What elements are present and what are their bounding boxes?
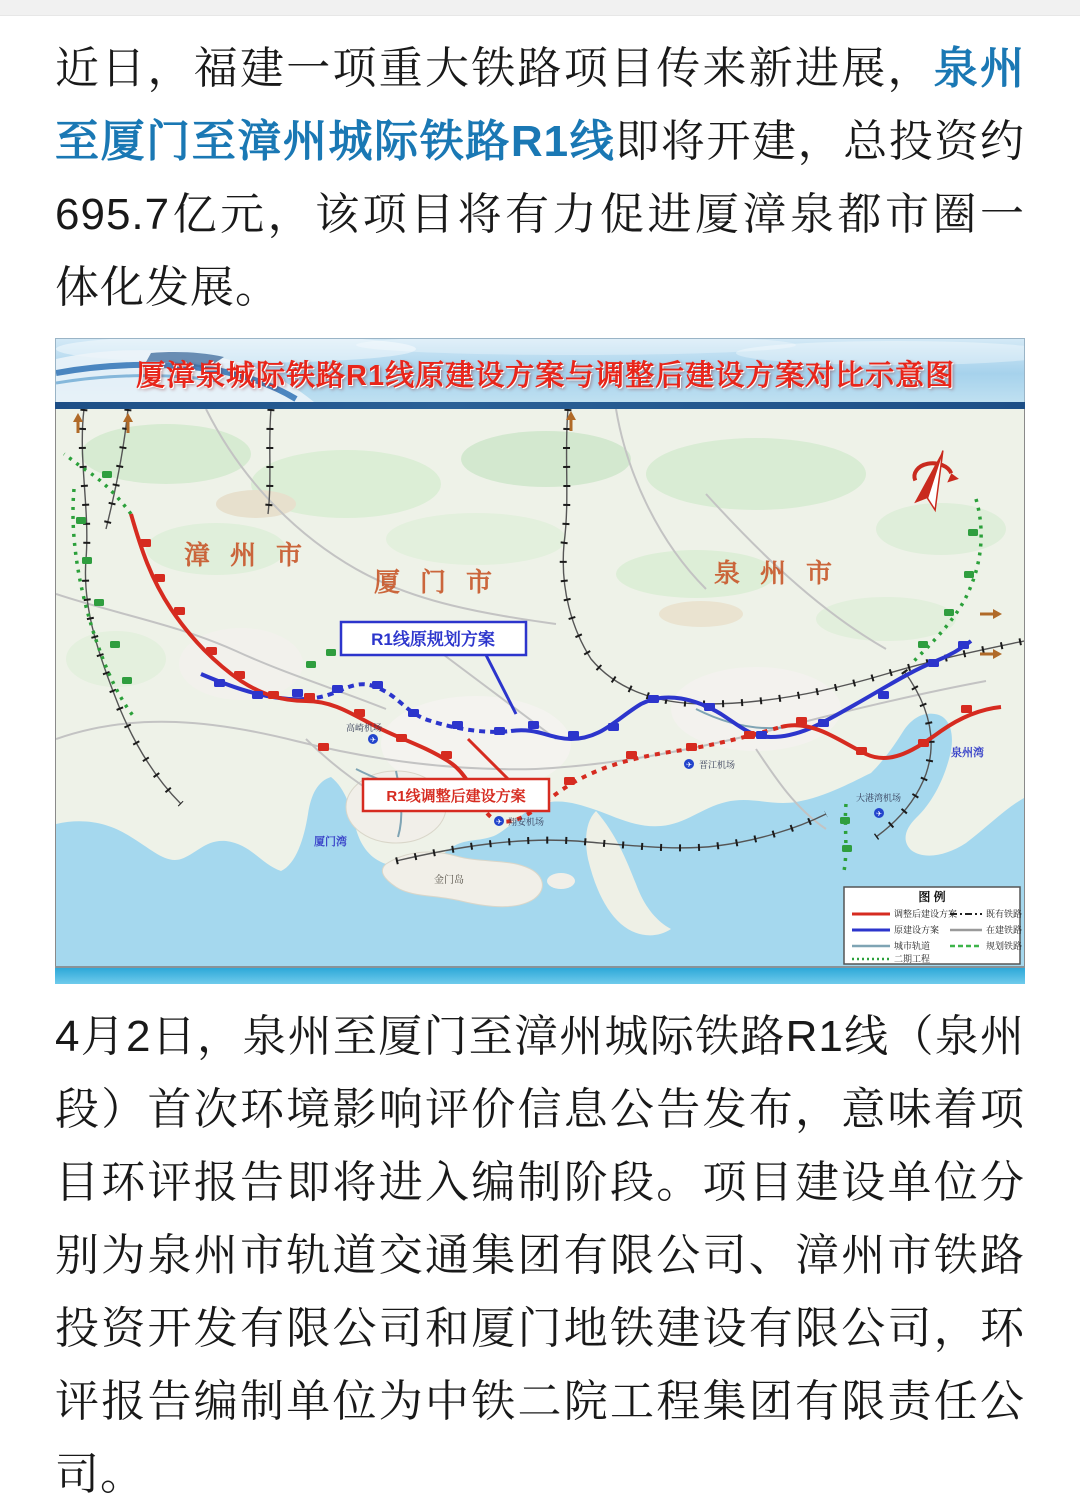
- svg-text:✈: ✈: [686, 761, 692, 769]
- svg-text:✈: ✈: [496, 818, 502, 826]
- svg-text:调整后建设方案: 调整后建设方案: [894, 909, 958, 919]
- map-banner: [55, 338, 1025, 402]
- svg-text:大港湾机场: 大港湾机场: [856, 793, 902, 803]
- city-label-xiamen: 厦门市: [374, 567, 513, 597]
- svg-text:规划铁路: 规划铁路: [986, 941, 1023, 951]
- svg-text:原建设方案: 原建设方案: [894, 925, 940, 935]
- svg-text:在建铁路: 在建铁路: [986, 925, 1023, 935]
- airport-icon: [368, 734, 378, 744]
- paragraph-detail: [55, 1000, 1025, 1511]
- svg-text:高崎机场: 高崎机场: [346, 723, 383, 733]
- sea-label-quanzhou-bay: 泉州湾: [951, 747, 984, 759]
- airport-icon: [494, 816, 504, 826]
- intro-text-after: 即将开建，总投资约695.7亿元，该项目将有力促进厦漳泉都市圈一体化发展。: [55, 117, 1025, 312]
- airport-icon: [874, 808, 884, 818]
- city-label-zhangzhou: 漳州市: [184, 540, 323, 570]
- map-title: 厦漳泉城际铁路R1线原建设方案与调整后建设方案对比示意图: [136, 360, 956, 392]
- islet: [547, 873, 575, 889]
- sea-label-xiamen-bay: 厦门湾: [314, 836, 347, 848]
- legend-title: 图 例: [918, 890, 946, 904]
- svg-text:R1线调整后建设方案: R1线调整后建设方案: [386, 788, 526, 805]
- airport-icon: [684, 759, 694, 769]
- svg-text:晋江机场: 晋江机场: [699, 760, 736, 770]
- svg-text:二期工程: 二期工程: [894, 954, 931, 964]
- railway-link-text[interactable]: 泉州至厦门至漳州城际铁路R1线: [55, 44, 1025, 166]
- sea-label-jinmen: 金门岛: [434, 875, 464, 886]
- detail-text: 4月2日，泉州至厦门至漳州城际铁路R1线（泉州段）首次环境影响评价信息公告发布，意味着项目环评报告即将进入编制阶段。项目建设单位分别为泉州市轨道交通集团有限公司、漳州市铁路投资开发有限公司和厦门地铁建设有限公司，环评报告编制单位为中铁二院工程集团有限责任公司。: [55, 1012, 1025, 1499]
- railway-comparison-map[interactable]: [55, 338, 1025, 984]
- page-top-strip: [0, 0, 1080, 16]
- city-label-quanzhou: 泉州市: [714, 558, 853, 588]
- figure-bottom-strip: [55, 968, 1025, 984]
- map-canvas[interactable]: [56, 409, 1024, 966]
- intro-text-before: 近日，福建一项重大铁路项目传来新进展，: [55, 44, 934, 93]
- svg-text:✈: ✈: [370, 736, 376, 744]
- svg-text:✈: ✈: [876, 810, 882, 818]
- legend: [844, 887, 1022, 964]
- svg-text:翔安机场: 翔安机场: [508, 817, 545, 827]
- svg-text:城市轨道: 城市轨道: [894, 941, 931, 951]
- svg-text:R1线原规划方案: R1线原规划方案: [371, 630, 495, 649]
- paragraph-intro: [55, 32, 1025, 324]
- banner-bottom-strip: [55, 402, 1025, 409]
- svg-text:既有铁路: 既有铁路: [986, 909, 1023, 919]
